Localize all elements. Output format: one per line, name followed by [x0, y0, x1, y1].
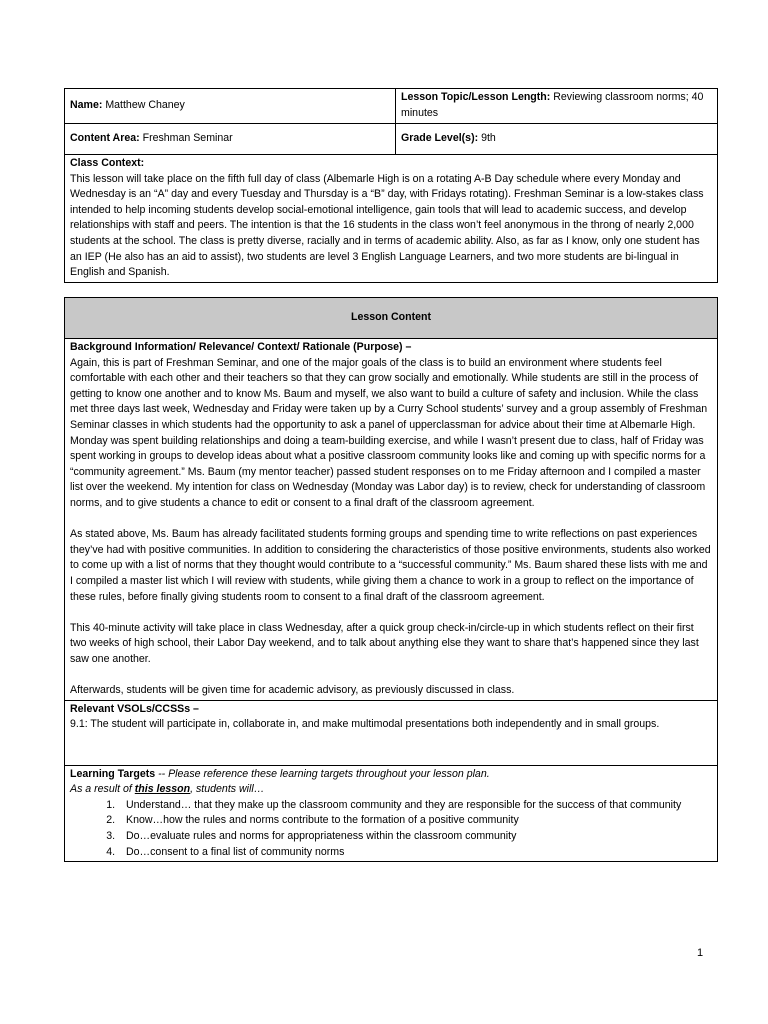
background-paragraph: As stated above, Ms. Baum has already facilitated students forming groups and spending time to write reflections on past experiences they’ve had with positive communities. In addition to considering the characteristics of those positive environments, students also worked to come up with a list of norms that they thought would contribute to a “successful community.” Ms. Baum shared these lists with me and I compiled a master list which I will review with students, while giving them a chance to work in a group to reflect on the importance of these rules, before finally giving students room to consent to a final draft of the classroom agreement.	[70, 528, 711, 603]
background-cell	[65, 339, 718, 701]
topic-value: Reviewing classroom norms; 40 minutes	[401, 91, 704, 119]
vsol-label: Relevant VSOLs/CCSSs –	[70, 702, 199, 715]
background-label: Background Information/ Relevance/ Context/ Rationale (Purpose) –	[70, 341, 412, 353]
lesson-content-table	[64, 297, 718, 862]
page-number: 1	[697, 947, 704, 959]
class-context-text: This lesson will take place on the fifth full day of class (Albemarle High is on a rotating A-B Day schedule where every Monday and Wednesday is an “A” day and every Tuesday and Thursday is a “B” day, with Fridays rotating). Freshman Seminar is a low-stakes class intended to help incoming students develop social-emotional intelligence, gain tools that will lead to academic success, and develop relationships with staff and peers. The intention is that the 16 students in the class won’t feel anonymous in the throng of nearly 2,000 students at the school. The class is pretty diverse, racially and in terms of academic ability. Also, as far as I know, only one student has an IEP (He also has an aid to assist), two students are level 3 English Language Learners, and two more students are bi-lingual in English and Spanish.	[70, 172, 704, 279]
lesson-info-table	[64, 88, 718, 283]
lt-intro-emphasis: this lesson	[134, 783, 191, 796]
name-cell	[65, 89, 396, 124]
vsol-text: 9.1: The student will participate in, collaborate in, and make multimodal presentations both independently and in small groups.	[70, 718, 660, 731]
class-context-label: Class Context:	[70, 157, 145, 169]
grade-cell	[396, 124, 718, 155]
grade-label: Grade Level(s):	[401, 132, 479, 145]
list-item: 4. Do…consent to a final list of community norms	[118, 845, 712, 861]
learning-targets-label: Learning Targets	[70, 767, 156, 780]
list-item: 3. Do…evaluate rules and norms for appropriateness within the classroom community	[118, 829, 712, 845]
background-paragraph: This 40-minute activity will take place in class Wednesday, after a quick group check-in/circle-up in which students reflect on their first two weeks of high school, their Labor Day weekend, and to talk about anything else they want to share that’s happened since they last saw one another.	[70, 621, 699, 665]
background-paragraph: Again, this is part of Freshman Seminar, and one of the major goals of the class is to build an environment where students feel comfortable with each other and their teachers so that they can grow socially and emotionally. While students are still in the process of getting to know one another and to know Ms. Baum and myself, we also want to build a culture of safety and inclusion. While the class met three days last week, Wednesday and Friday were taken up by a Curry School students’ survey and a group assembly of Freshman Seminar classes in which students had the opportunity to ask a panel of upperclassman for advice about their time at Albemarle High. Monday was spent building relationships and doing a team-building exercise, and while I wasn’t present due to class, half of Friday was spent working in groups to develop ideas about what a positive classroom community looks like and coming up with specific norms for a “community agreement.” Ms. Baum (my mentor teacher) passed student responses on to me Friday afternoon and I compiled a master list over the weekend. My intention for class on Wednesday (Monday was Labor day) is to review, check for understanding of classroom norms, and to give students a chance to edit or consent to a final draft of the classroom agreement.	[70, 356, 708, 509]
learning-targets-cell	[65, 765, 718, 862]
topic-cell	[396, 89, 718, 124]
content-area-label: Content Area:	[70, 132, 140, 145]
background-paragraph: Afterwards, students will be given time for academic advisory, as previously discussed in class.	[70, 684, 515, 697]
lesson-content-header: Lesson Content	[65, 298, 718, 339]
content-area-cell	[65, 124, 396, 155]
grade-value: 9th	[478, 132, 496, 145]
name-value: Matthew Chaney	[102, 99, 185, 112]
content-area-value: Freshman Seminar	[139, 132, 233, 145]
learning-targets-list	[70, 798, 712, 860]
lt-intro-c: , students will…	[190, 783, 265, 796]
lt-intro-a: As a result of	[70, 783, 135, 796]
topic-label: Lesson Topic/Lesson Length:	[401, 91, 551, 103]
list-item: 1. Understand… that they make up the classroom community and they are responsible for the success of that community	[118, 798, 712, 814]
class-context-cell	[65, 155, 718, 283]
list-item: 2. Know…how the rules and norms contribute to the formation of a positive community	[118, 813, 712, 829]
vsol-cell	[65, 700, 718, 765]
learning-targets-note: -- Please reference these learning targets throughout your lesson plan.	[155, 767, 490, 780]
name-label: Name:	[70, 99, 103, 112]
